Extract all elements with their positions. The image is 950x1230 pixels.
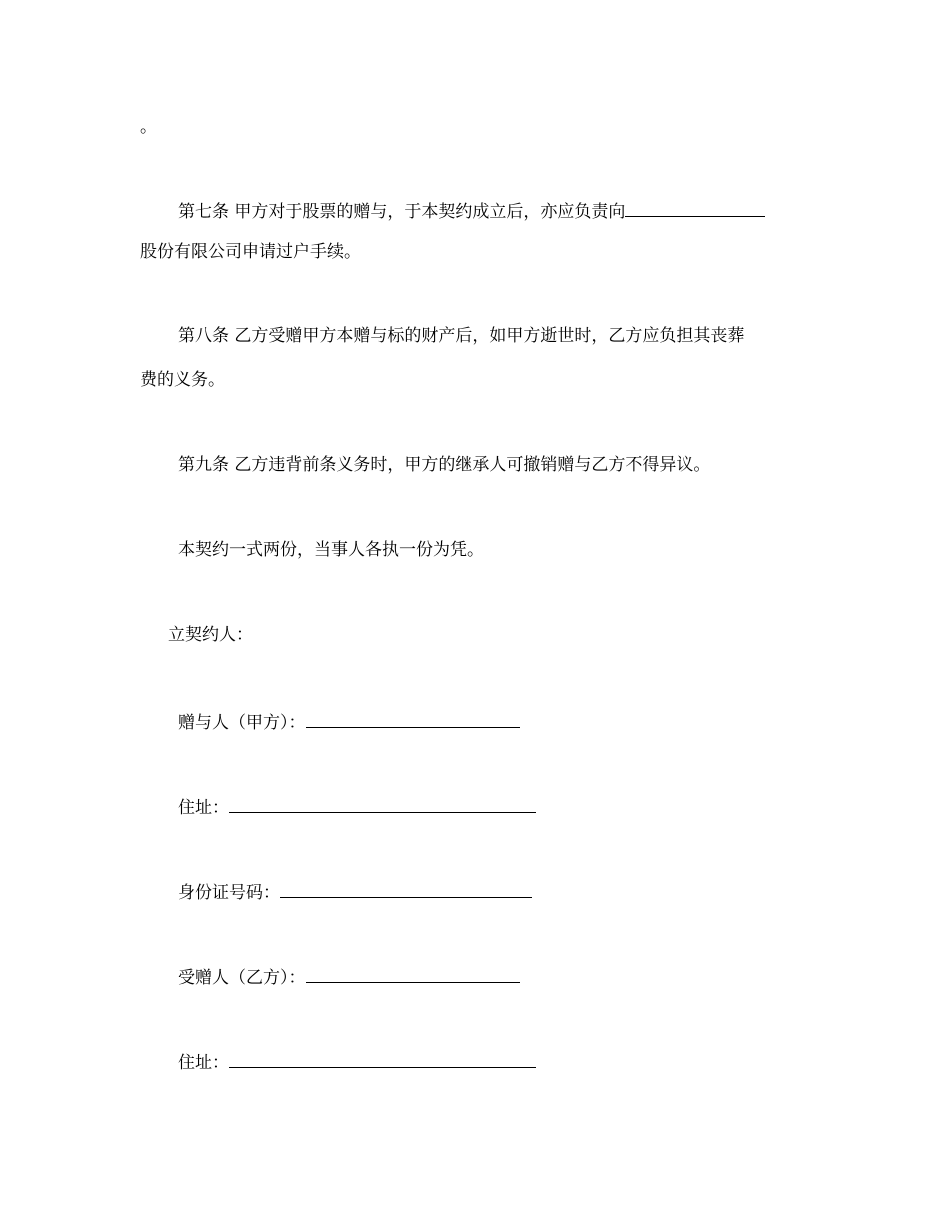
id-number-label: 身份证号码： <box>178 883 280 903</box>
company-name-blank <box>625 198 765 217</box>
donee-address-blank <box>229 1049 536 1068</box>
article-7-text: 第七条 甲方对于股票的赠与，于本契约成立后，亦应负责向 <box>178 202 626 222</box>
article-9: 第九条 乙方违背前条义务时，甲方的继承人可撤销赠与乙方不得异议。 <box>178 455 711 475</box>
article-7-line-2: 股份有限公司申请过户手续。 <box>140 242 361 262</box>
donee-label: 受赠人（乙方）： <box>178 968 306 988</box>
continuation-punctuation: 。 <box>140 117 157 137</box>
article-7-line-1 <box>178 198 765 223</box>
donor-label: 赠与人（甲方）： <box>178 713 306 733</box>
donee-blank <box>306 964 520 983</box>
id-number-blank <box>280 879 532 898</box>
copies-clause: 本契约一式两份，当事人各执一份为凭。 <box>178 540 484 560</box>
donee-field <box>178 964 520 989</box>
donee-address-field <box>178 1049 536 1074</box>
donor-address-label: 住址： <box>178 798 229 818</box>
donor-blank <box>306 709 520 728</box>
donee-address-label: 住址： <box>178 1053 229 1073</box>
donor-field <box>178 709 520 734</box>
donor-address-field <box>178 794 536 819</box>
article-8-line-1: 第八条 乙方受赠甲方本赠与标的财产后，如甲方逝世时，乙方应负担其丧葬 <box>178 326 745 346</box>
id-number-field <box>178 879 532 904</box>
signatories-heading: 立契约人： <box>168 625 253 645</box>
article-8-line-2: 费的义务。 <box>140 370 225 390</box>
donor-address-blank <box>229 794 536 813</box>
